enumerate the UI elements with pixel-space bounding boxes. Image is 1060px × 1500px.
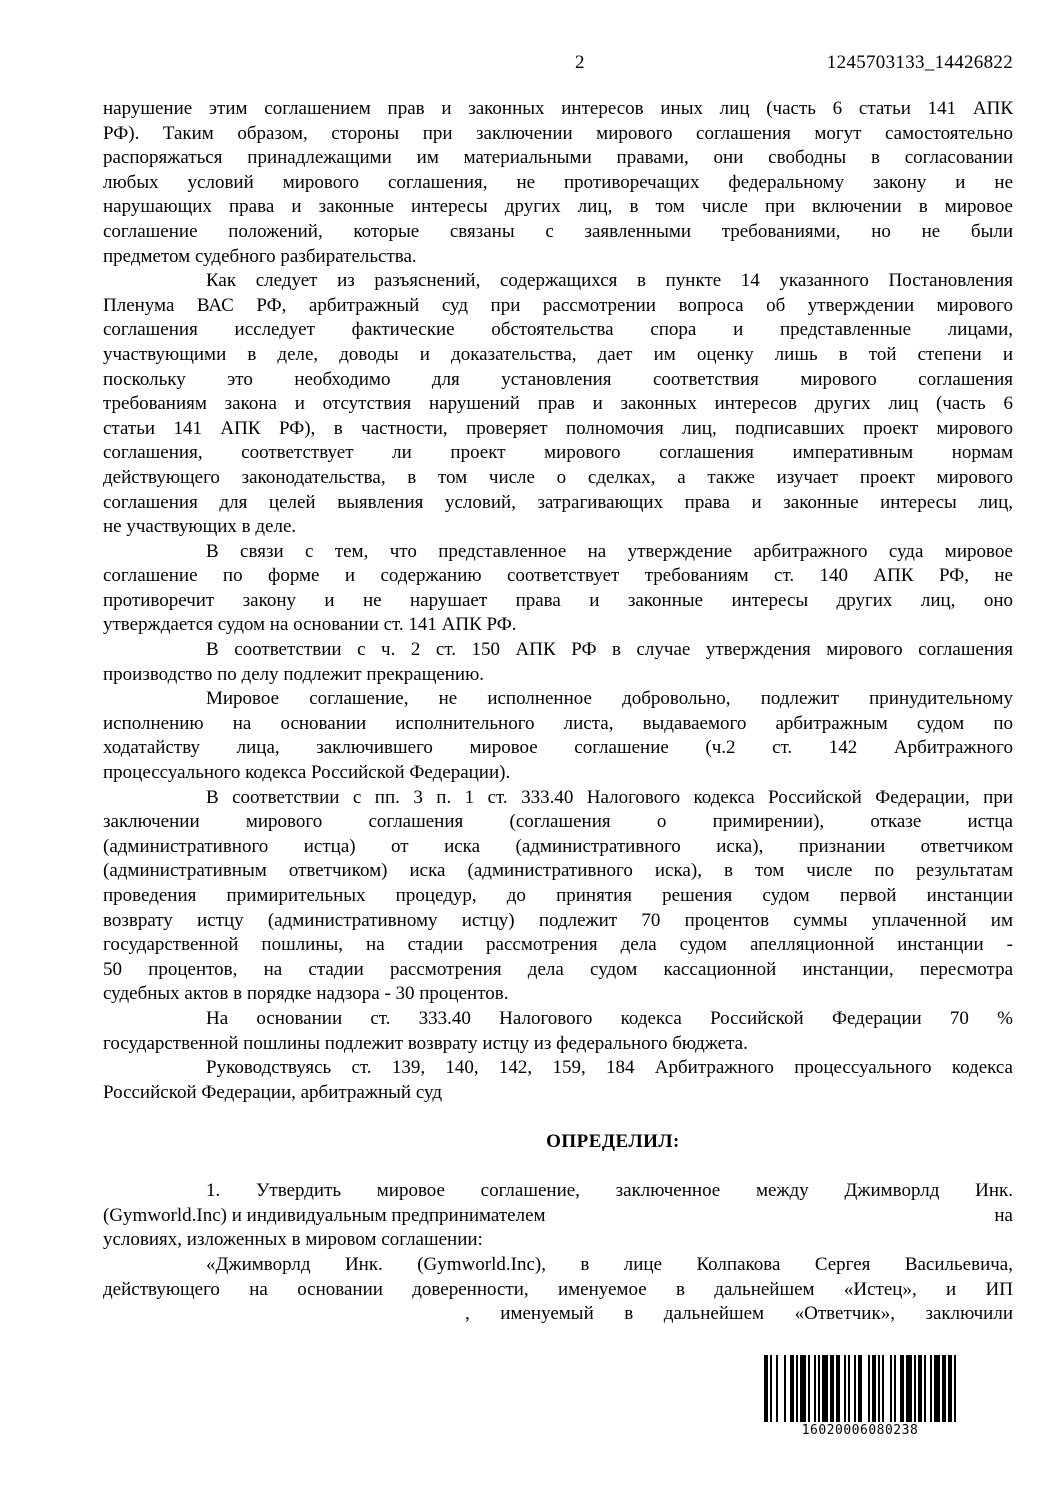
- text-line: соглашения для целей выявления условий, затрагивающих права и законные интересы лиц,: [103, 491, 1013, 513]
- text-line: 50 процентов, на стадии рассмотрения дела судом кассационной инстанции, пересмотра: [103, 958, 1013, 980]
- text-line: В связи с тем, что представленное на утверждение арбитражного суда мировое: [206, 540, 1013, 562]
- text-line: соглашения, соответствует ли проект мирового соглашения императивным нормам: [103, 442, 1013, 464]
- text-line: распоряжаться принадлежащими им материальными правами, они свободны в согласовании: [103, 147, 1013, 169]
- ruling-heading: ОПРЕДЕЛИЛ:: [546, 1130, 680, 1152]
- text-line: требованиям закона и отсутствия нарушений прав и законных интересов других лиц (часть 6: [103, 393, 1013, 415]
- text-line: проведения примирительных процедур, до принятия решения судом первой инстанции: [103, 885, 1013, 906]
- barcode: [764, 1355, 956, 1438]
- text-line: исполнению на основании исполнительного листа, выдаваемого арбитражным судом по: [103, 712, 1013, 734]
- text-line: Российской Федерации, арбитражный суд: [103, 1081, 442, 1103]
- document-body: [103, 97, 1013, 1327]
- text-line: не участвующих в деле.: [103, 516, 297, 538]
- text-line: (административного истца) от иска (административного иска), признании ответчиком: [103, 835, 1013, 857]
- blank-line: [103, 1105, 1013, 1130]
- text-line: Пленума ВАС РФ, арбитражный суд при рассмотрении вопроса об утверждении мирового: [103, 294, 1013, 316]
- text-line: участвующими в деле, доводы и доказательства, дает им оценку лишь в той степени и: [103, 343, 1013, 365]
- text-line: условиях, изложенных в мировом соглашении:: [103, 1229, 483, 1251]
- text-line: производство по делу подлежит прекращению.: [103, 663, 485, 685]
- text-line: процессуального кодекса Российской Федерации).: [103, 762, 511, 784]
- text-line: предметом судебного разбирательства.: [103, 245, 417, 267]
- text-line: В соответствии с пп. 3 п. 1 ст. 333.40 Налогового кодекса Российской Федерации, при: [206, 786, 1013, 808]
- text-line: , именуемый в дальнейшем «Ответчик», заключили: [465, 1303, 1013, 1325]
- text-line: соглашение по форме и содержанию соответствует требованиям ст. 140 АПК РФ, не: [103, 565, 1013, 587]
- text-line: возврату истцу (административному истцу) подлежит 70 процентов суммы уплаченной им: [103, 909, 1013, 931]
- text-line: судебных актов в порядке надзора - 30 процентов.: [103, 983, 509, 1005]
- text-line: (административным ответчиком) иска (административного иска), в том числе по результатам: [103, 860, 1013, 882]
- text-line: статьи 141 АПК РФ), в частности, проверяет полномочия лиц, подписавших проект мирового: [103, 417, 1013, 439]
- text-line: поскольку это необходимо для установления соответствия мирового соглашения: [103, 368, 1013, 390]
- text-line: [103, 1204, 1013, 1229]
- text-line: 1. Утвердить мировое соглашение, заключенное между Джимворлд Инк.: [206, 1180, 1013, 1202]
- text-line-right: на: [994, 1204, 1013, 1226]
- barcode-bar: [954, 1355, 956, 1422]
- text-line: действующего законодательства, в том числе о сделках, а также изучает проект мирового: [103, 466, 1013, 488]
- text-line: На основании ст. 333.40 Налогового кодекса Российской Федерации 70 %: [206, 1007, 1013, 1029]
- text-line: нарушающих права и законные интересы других лиц, в том числе при включении в мировое: [103, 196, 1013, 218]
- text-line: нарушение этим соглашением прав и законных интересов иных лиц (часть 6 статьи 141 АПК: [103, 98, 1013, 119]
- text-line: заключении мирового соглашения (соглашения о примирении), отказе истца: [103, 811, 1013, 833]
- text-line: РФ). Таким образом, стороны при заключении мирового соглашения могут самостоятельно: [103, 122, 1013, 144]
- text-line: Руководствуясь ст. 139, 140, 142, 159, 184 Арбитражного процессуального кодекса: [206, 1057, 1013, 1079]
- text-line: Как следует из разъяснений, содержащихся в пункте 14 указанного Постановления: [206, 270, 1013, 292]
- text-line: В соответствии с ч. 2 ст. 150 АПК РФ в случае утверждения мирового соглашения: [206, 639, 1013, 661]
- text-line: Мировое соглашение, не исполненное добровольно, подлежит принудительному: [206, 688, 1013, 710]
- text-line: государственной пошлины подлежит возврату истцу из федерального бюджета.: [103, 1032, 748, 1054]
- text-line: соглашение положений, которые связаны с заявленными требованиями, но не были: [103, 220, 1013, 242]
- barcode-bars: [764, 1355, 956, 1422]
- text-line: государственной пошлины, на стадии рассмотрения дела судом апелляционной инстанции -: [103, 934, 1013, 956]
- text-line: утверждается судом на основании ст. 141 АПК РФ.: [103, 614, 517, 636]
- blank-line: [103, 1155, 1013, 1180]
- page-number: 2: [575, 52, 585, 73]
- text-line-left: (Gymworld.Inc) и индивидуальным предпринимателем: [103, 1204, 546, 1226]
- text-line: соглашения исследует фактические обстоятельства спора и представленные лицами,: [103, 319, 1013, 341]
- text-line: «Джимворлд Инк. (Gymworld.Inc), в лице Колпакова Сергея Васильевича,: [206, 1253, 1013, 1275]
- page-header: [103, 50, 1013, 75]
- document-id: 1245703133_14426822: [826, 52, 1013, 73]
- text-line: действующего на основании доверенности, именуемое в дальнейшем «Истец», и ИП: [103, 1278, 1013, 1300]
- barcode-value: 16020006080238: [801, 1423, 919, 1438]
- text-line: противоречит закону и не нарушает права и законные интересы других лиц, оно: [103, 589, 1013, 611]
- text-line: ходатайству лица, заключившего мировое соглашение (ч.2 ст. 142 Арбитражного: [103, 737, 1013, 759]
- text-line: любых условий мирового соглашения, не противоречащих федеральному закону и не: [103, 171, 1013, 193]
